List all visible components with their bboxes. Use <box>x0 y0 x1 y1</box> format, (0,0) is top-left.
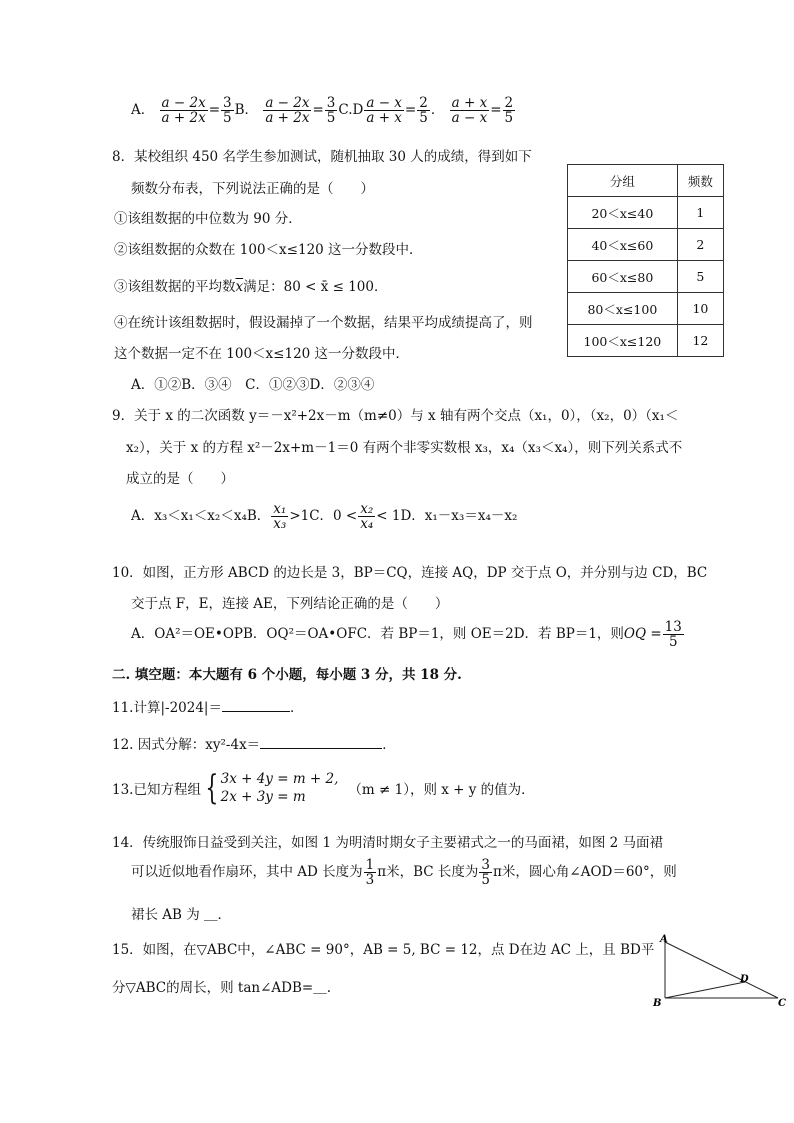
table-header-freq: 频数 <box>677 165 723 197</box>
brace-icon: { <box>205 768 219 808</box>
q8-statement-1: ①该组数据的中位数为 90 分． <box>114 211 302 227</box>
q15-line1: 15．如图，在▽ABC中，∠ABC = 90°，AB = 5, BC = 12，点 D在边 AC 上，且 BD平 <box>112 942 655 958</box>
q8-statement-4a: ④在统计该组数据时，假设漏掉了一个数据，结果平均成绩提高了，则 <box>114 315 533 331</box>
section-heading: 二. 填空题：本大题有 6 个小题，每小题 3 分，共 18 分. <box>112 667 462 683</box>
table-row: 40＜x≤60 2 <box>568 229 724 261</box>
q15-line2: 分▽ABC的周长，则 tan∠ADB=＿. <box>112 980 331 996</box>
table-header-row <box>568 165 724 197</box>
label-d: D <box>740 974 749 985</box>
q7-frac-c-rhs: $\frac{2}{5}$ <box>419 95 428 127</box>
table-row: 100＜x≤120 12 <box>568 325 724 357</box>
q10-line2: 交于点 F，E，连接 AE，下列结论正确的是（ ） <box>131 596 449 612</box>
q7-frac-a: $\frac{a - 2x}{a + 2x}$ <box>161 95 206 127</box>
q7-prefix: A． <box>131 102 155 119</box>
q12: 12. 因式分解：xy²-4x＝ ． <box>112 737 396 753</box>
label-b: B <box>653 998 662 1009</box>
table-row: 60＜x≤80 5 <box>568 261 724 293</box>
q11-answer-blank <box>222 699 290 712</box>
label-a: A <box>660 934 668 945</box>
q14-line2: 可以近似地看作扇环，其中 AD 长度为 $\frac{1}{3}$ π米，BC 长度为 $\frac{3}{5}$ π米，圆心角∠AOD＝60°，则 <box>131 857 677 889</box>
q10-options: A．OA²＝OE•OPB．OQ²＝OA•OFC．若 BP＝1，则 OE＝2D．若 BP＝1，则OQ = $\frac{13}{5}$ <box>131 619 682 651</box>
q7-frac-b-rhs: $\frac{3}{5}$ <box>326 95 336 127</box>
q12-answer-blank <box>260 736 382 749</box>
q9-line1: 9．关于 x 的二次函数 y＝－x²+2x－m（m≠0）与 x 轴有两个交点（x₁，0），（x₂，0）（x₁＜ <box>112 408 679 424</box>
frequency-table <box>567 164 724 357</box>
q9-frac-c: $\frac{\text{x₂}}{\text{x₄}}$ <box>360 501 374 533</box>
q9-frac-b: $\frac{\text{x₁}}{\text{x₃}}$ <box>273 501 287 533</box>
label-c: C <box>778 998 786 1009</box>
q14-line3: 裙长 AB 为 ＿． <box>131 907 232 923</box>
q9-options: A．x₃＜x₁＜x₂＜x₄B． $\frac{\text{x₁}}{\text{x₃}}$ >1C．0 < $\frac{\text{x₂}}{\text{x₄}}$ < 1D．x₁－x₃＝x₄－x₂ <box>131 501 518 533</box>
triangle-figure <box>650 930 794 1010</box>
q8-statement-2: ②该组数据的众数在 100＜x≤120 这一分数段中． <box>114 242 423 258</box>
side-ac <box>665 942 778 998</box>
q7-frac-d-rhs: $\frac{2}{5}$ <box>504 95 514 127</box>
table-row: 20＜x≤40 1 <box>568 197 724 229</box>
q8-statement-3: ③该组数据的平均数$\overline{x}$满足：80 < x̄ ≤ 100． <box>114 279 388 295</box>
q9-line3: 成立的是（ ） <box>126 471 234 487</box>
equation-system: 3x + 4y = m + 2, 2x + 3y = m <box>220 771 339 805</box>
table-header-group: 分组 <box>568 165 678 197</box>
q14-frac-1: $\frac{1}{3}$ <box>365 857 375 889</box>
q11: 11.计算|-2024|＝ ． <box>112 700 304 716</box>
q8-line1: 8．某校组织 450 名学生参加测试，随机抽取 30 人的成绩，得到如下 <box>112 149 532 165</box>
q7-frac-d: $\frac{a + x}{a - x}$ <box>451 95 488 127</box>
q14-line1: 14．传统服饰日益受到关注，如图 1 为明清时期女子主要裙式之一的马面裙，如图 2 马面裙 <box>112 835 664 851</box>
q8-statement-4b: 这个数据一定不在 100＜x≤120 这一分数段中． <box>114 346 410 362</box>
q14-frac-2: $\frac{3}{5}$ <box>481 857 491 889</box>
table-row: 80＜x≤100 10 <box>568 293 724 325</box>
q10-line1: 10．如图，正方形 ABCD 的边长是 3，BP＝CQ，连接 AQ，DP 交于点 O，并分别与边 CD，BC <box>112 565 708 581</box>
q7-options: A． $\frac{a - 2x}{a + 2x}$ = $\frac{3}{5}$ B． $\frac{a - 2x}{a + 2x}$ = $\frac{3}{5}$ C.D $\frac{a - x}{a + x}$ = $\frac{2}{5}$ ． $\frac{a + x}{a - x}$ = $\frac{2}{5}$ <box>131 95 514 127</box>
segment-bd <box>665 982 745 998</box>
q8-line2: 频数分布表，下列说法正确的是（ ） <box>131 181 374 197</box>
q9-line2: x₂），关于 x 的方程 x²－2x+m－1＝0 有两个非零实数根 x₃，x₄（x₃＜x₄），则下列关系式不 <box>126 440 683 456</box>
q13: 13.已知方程组 { 3x + 4y = m + 2, 2x + 3y = m （m ≠ 1），则 x + y 的值为． <box>112 768 535 808</box>
q7-frac-c: $\frac{a - x}{a + x}$ <box>366 95 402 127</box>
q8-options: A．①②B．③④ C．①②③D．②③④ <box>131 377 375 393</box>
q10-frac-d: $\frac{13}{5}$ <box>664 619 682 651</box>
q7-frac-a-rhs: $\frac{3}{5}$ <box>223 95 232 127</box>
q7-frac-b: $\frac{a - 2x}{a + 2x}$ <box>265 95 310 127</box>
